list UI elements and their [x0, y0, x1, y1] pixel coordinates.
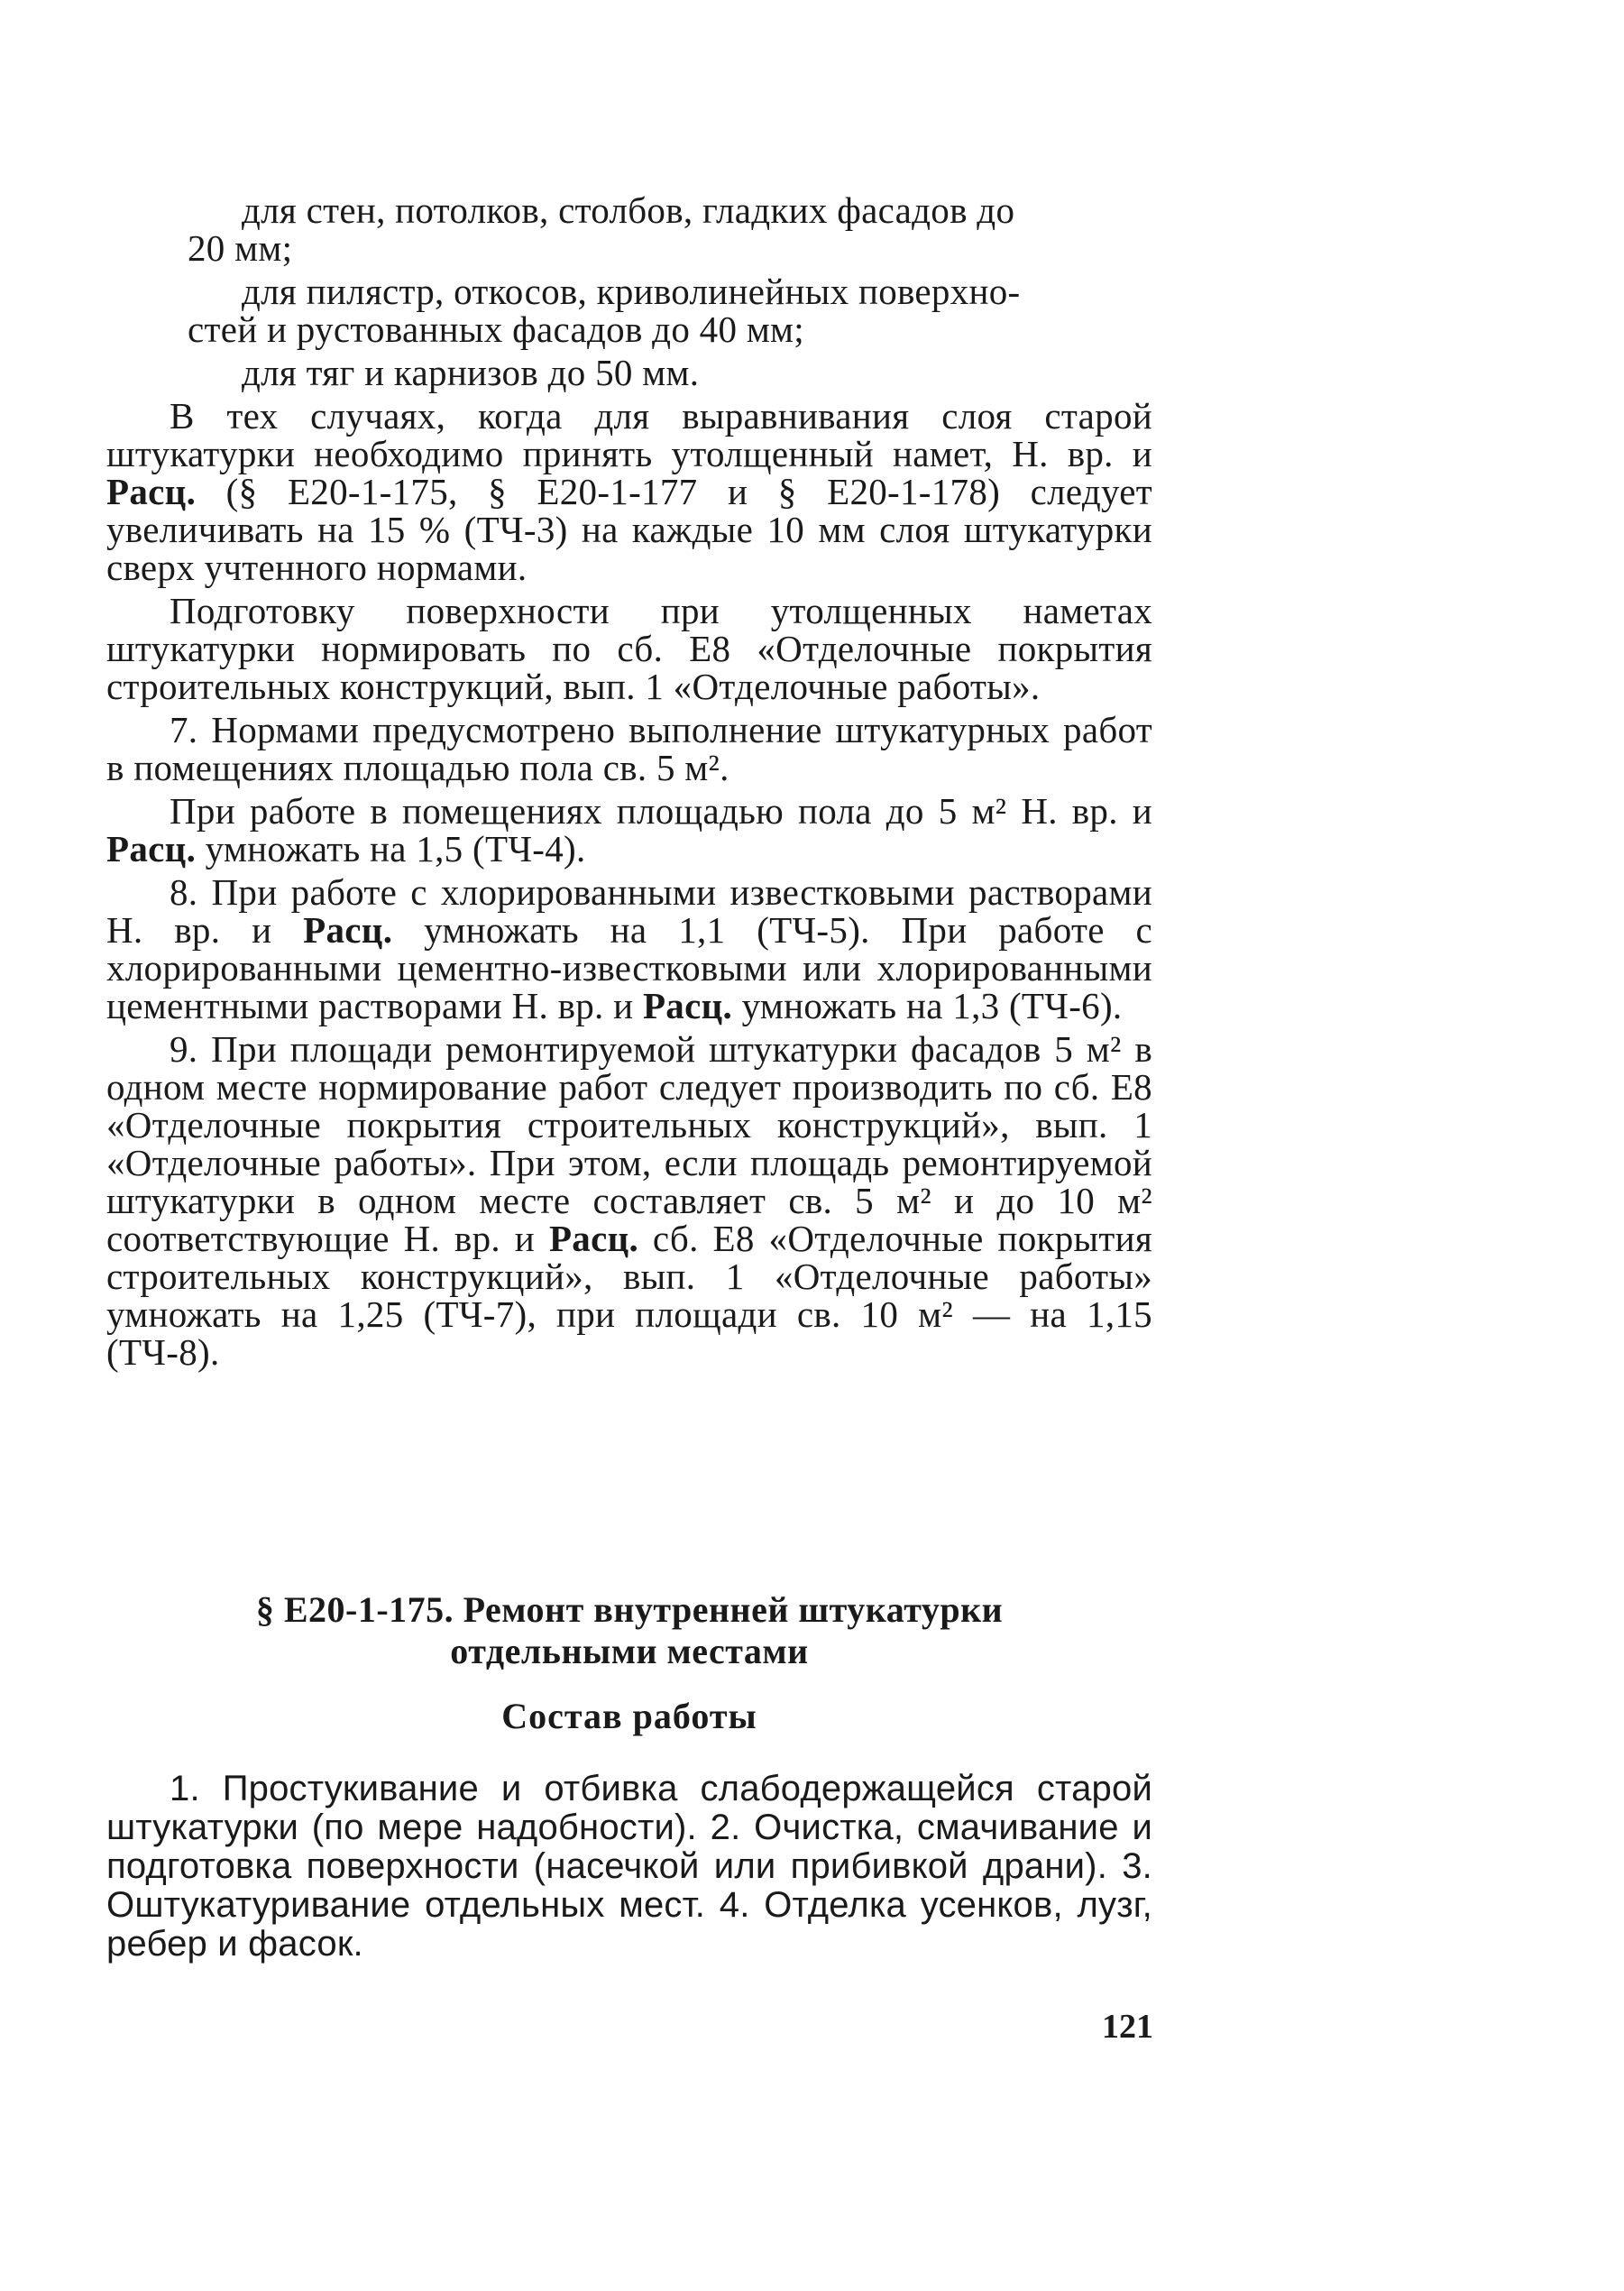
paragraph-small-rooms — [106, 792, 1152, 868]
rasc-label: Расц. — [106, 828, 197, 869]
paragraph-item-9 — [106, 1030, 1152, 1371]
paragraph-item-7 — [106, 711, 1152, 787]
body-text — [106, 191, 1152, 1376]
rasc-label: Расц. — [548, 1218, 639, 1259]
section-title — [106, 1589, 1152, 1672]
paragraph-item-9-text1: 9. При площади ремонтируемой штукатурки фасадов 5 м² в одном месте нормирование работ следует производить по сб. Е8 «Отделочные покрытия строительных конструкций», вып. 1 «Отделочные работы». При этом, если площадь ремонтируемой штукатурки в одном месте составляет св. 5 м² и до 10 м² соответствующие Н. вр. и — [106, 1028, 1152, 1259]
work-composition-text: 1. Простукивание и отбивка слабодержащейся старой штукатурки (по мере надобности). 2. Очистка, смачивание и подготовка поверхности (насечкой или прибивкой драни). 3. Оштукатуривание отдельных мест. 4. Отделка усенков, лузг, ребер и фасок. — [106, 1769, 1152, 1964]
section-subheading: Состав работы — [501, 1696, 757, 1736]
section-title-line1: § Е20-1-175. Ремонт внутренней штукатурки — [255, 1589, 1004, 1630]
paragraph-small-rooms-text1: При работе в помещениях площадью пола до 5 м² Н. вр. и — [170, 790, 1152, 832]
paragraph-cornices — [106, 354, 1152, 391]
paragraph-item-8 — [106, 873, 1152, 1025]
paragraph-thick-layer — [106, 397, 1152, 586]
paragraph-pilasters-cont — [106, 310, 1152, 348]
rasc-label: Расц. — [642, 985, 733, 1026]
paragraph-item-7-text: 7. Нормами предусмотрено выполнение штукатурных работ в помещениях площадью пола св. 5 м². — [106, 709, 1152, 788]
paragraph-item-8-text3: умножать на 1,3 (ТЧ-6). — [732, 985, 1123, 1026]
paragraph-pilasters-line1: для пилястр, откосов, криволинейных поверхно- — [242, 271, 1021, 312]
paragraph-pilasters-line2: стей и рустованных фасадов до 40 мм; — [188, 308, 804, 350]
paragraph-cornices-text: для тяг и карнизов до 50 мм. — [242, 352, 700, 393]
paragraph-small-rooms-text2: умножать на 1,5 (ТЧ-4). — [196, 828, 586, 869]
paragraph-walls-cont — [106, 229, 1152, 267]
paragraph-item-8-text1: 8. При работе с хлорированными известковыми растворами Н. вр. и — [106, 871, 1152, 951]
paragraph-surface-prep — [106, 592, 1152, 705]
paragraph-walls — [106, 191, 1152, 229]
paragraph-item-8-text2: умножать на 1,1 (ТЧ-5). При работе с хлорированными цементно-известковыми или хлорированными цементными растворами Н. вр. и — [106, 909, 1152, 1026]
paragraph-surface-prep-text: Подготовку поверхности при утолщенных наметах штукатурки нормировать по сб. Е8 «Отделочные покрытия строительных конструкций, вып. 1 «Отделочные работы». — [106, 590, 1152, 707]
rasc-label: Расц. — [303, 909, 393, 951]
page-number: 121 — [1102, 2008, 1153, 2046]
paragraph-thick-layer-text1: В тех случаях, когда для выравнивания слоя старой штукатурки необходимо принять утолщенный намет, Н. вр. и — [106, 395, 1152, 474]
paragraph-item-9-text2: сб. Е8 «Отделочные покрытия строительных конструкций», вып. 1 «Отделочные работы» умножать на 1,25 (ТЧ-7), при площади св. 10 м² — на 1,15 (ТЧ-8). — [106, 1218, 1152, 1373]
section-title-line2: отдельными местами — [450, 1631, 809, 1671]
paragraph-pilasters — [106, 272, 1152, 310]
paragraph-walls-line2: 20 мм; — [188, 227, 293, 269]
paragraph-thick-layer-text2: (§ Е20-1-175, § Е20-1-177 и § Е20-1-178) следует увеличивать на 15 % (ТЧ-3) на каждые 10 мм слоя штукатурки сверх учтенного нормами. — [106, 471, 1152, 588]
paragraph-walls-line1: для стен, потолков, столбов, гладких фасадов до — [242, 189, 1015, 231]
work-composition — [106, 1770, 1152, 1964]
rasc-label: Расц. — [106, 471, 197, 512]
